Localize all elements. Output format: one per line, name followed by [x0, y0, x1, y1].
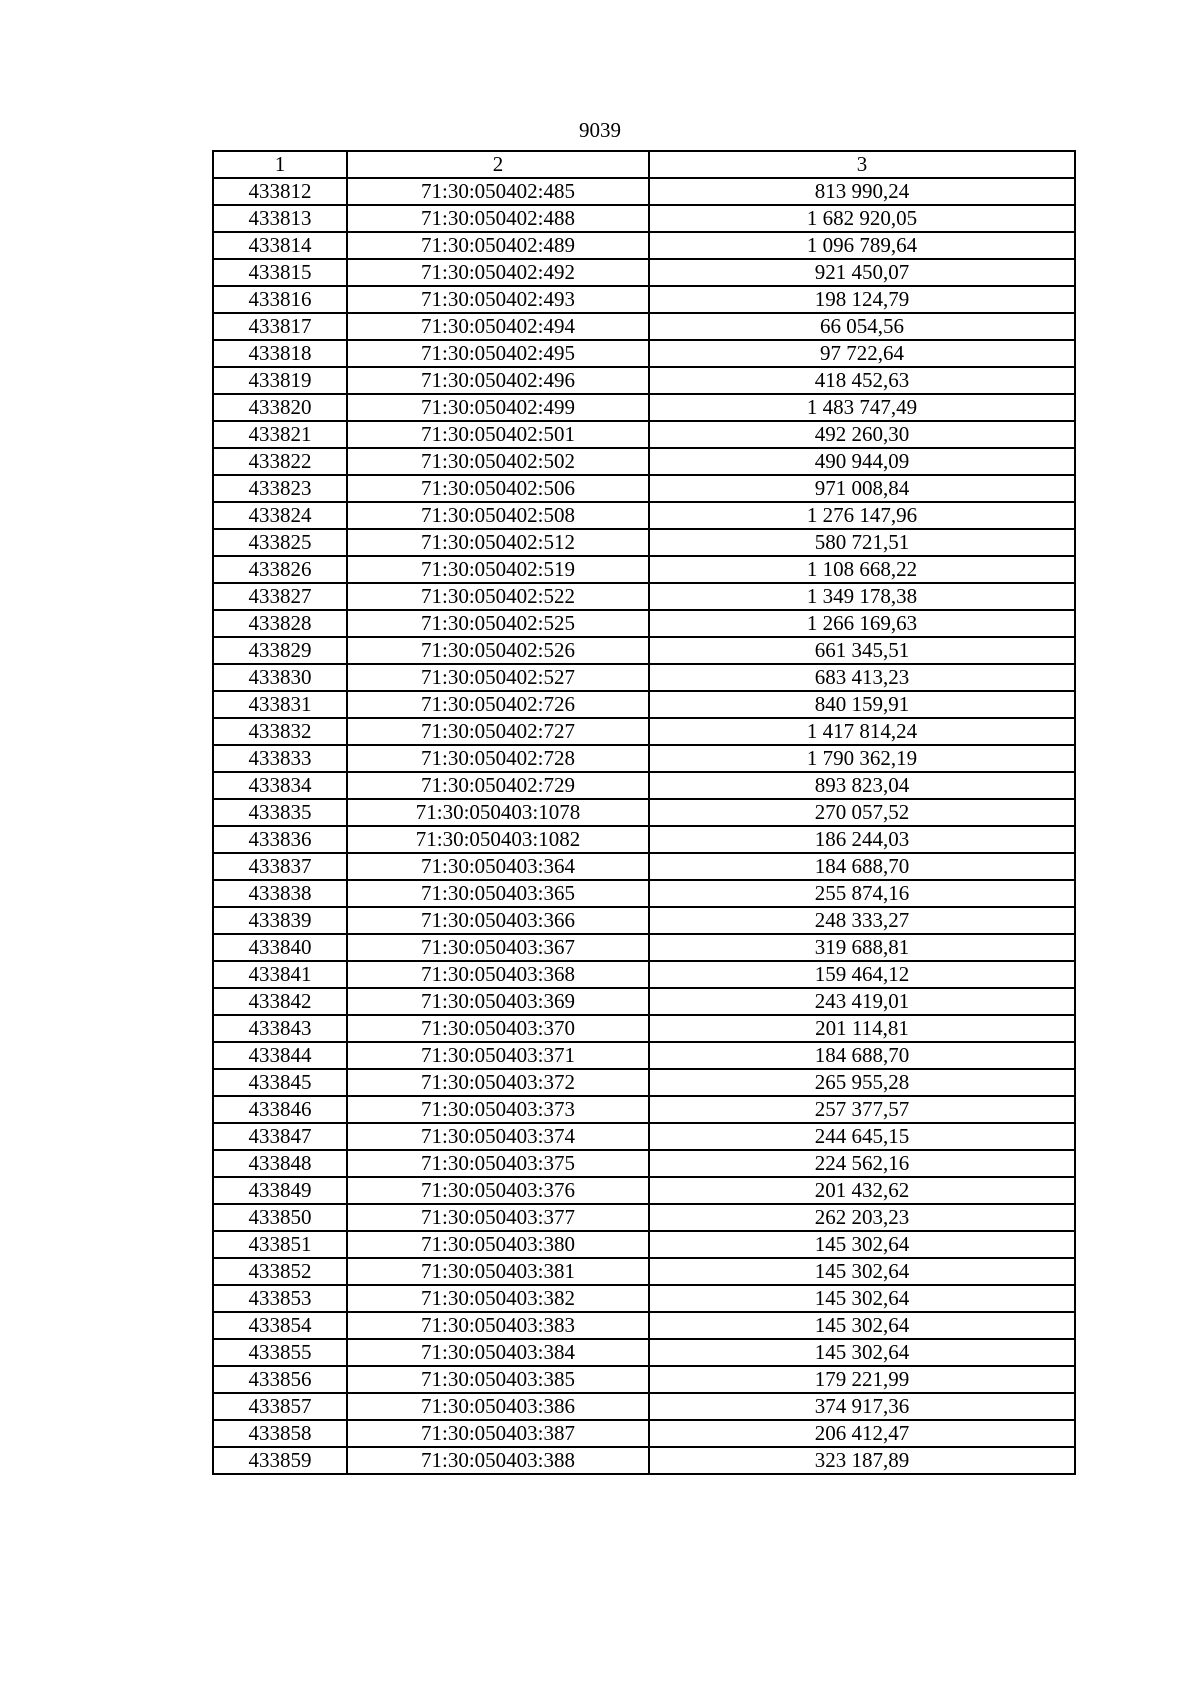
cell-cadastral-number: 71:30:050403:371 [347, 1042, 649, 1069]
table-row [213, 772, 1075, 799]
cell-value: 1 417 814,24 [649, 718, 1075, 745]
table-row [213, 610, 1075, 637]
cell-value: 186 244,03 [649, 826, 1075, 853]
cell-number: 433834 [213, 772, 347, 799]
header-cell-2: 2 [347, 151, 649, 178]
cell-cadastral-number: 71:30:050403:370 [347, 1015, 649, 1042]
table-row [213, 1069, 1075, 1096]
cell-number: 433840 [213, 934, 347, 961]
table-row [213, 502, 1075, 529]
cell-cadastral-number: 71:30:050403:385 [347, 1366, 649, 1393]
cell-number: 433843 [213, 1015, 347, 1042]
cell-number: 433813 [213, 205, 347, 232]
table-row [213, 826, 1075, 853]
cell-number: 433841 [213, 961, 347, 988]
table-row [213, 1096, 1075, 1123]
cell-cadastral-number: 71:30:050403:386 [347, 1393, 649, 1420]
cell-value: 323 187,89 [649, 1447, 1075, 1474]
cell-number: 433821 [213, 421, 347, 448]
table-row [213, 961, 1075, 988]
cell-number: 433816 [213, 286, 347, 313]
cell-value: 490 944,09 [649, 448, 1075, 475]
table-row [213, 1447, 1075, 1474]
cell-value: 921 450,07 [649, 259, 1075, 286]
cell-number: 433849 [213, 1177, 347, 1204]
table-row [213, 1177, 1075, 1204]
cell-number: 433853 [213, 1285, 347, 1312]
table-row [213, 637, 1075, 664]
cell-number: 433826 [213, 556, 347, 583]
table-row [213, 178, 1075, 205]
cell-number: 433812 [213, 178, 347, 205]
cell-value: 319 688,81 [649, 934, 1075, 961]
cell-value: 1 682 920,05 [649, 205, 1075, 232]
cell-cadastral-number: 71:30:050403:382 [347, 1285, 649, 1312]
cell-number: 433852 [213, 1258, 347, 1285]
cell-cadastral-number: 71:30:050402:485 [347, 178, 649, 205]
cell-value: 159 464,12 [649, 961, 1075, 988]
table-row [213, 1339, 1075, 1366]
header-cell-3: 3 [649, 151, 1075, 178]
cell-cadastral-number: 71:30:050403:366 [347, 907, 649, 934]
cell-cadastral-number: 71:30:050403:1078 [347, 799, 649, 826]
cell-cadastral-number: 71:30:050402:502 [347, 448, 649, 475]
cell-cadastral-number: 71:30:050403:364 [347, 853, 649, 880]
cell-value: 206 412,47 [649, 1420, 1075, 1447]
cell-number: 433832 [213, 718, 347, 745]
cell-value: 1 266 169,63 [649, 610, 1075, 637]
cell-value: 145 302,64 [649, 1339, 1075, 1366]
cell-number: 433838 [213, 880, 347, 907]
table-row [213, 988, 1075, 1015]
table-row [213, 907, 1075, 934]
cell-value: 255 874,16 [649, 880, 1075, 907]
cell-cadastral-number: 71:30:050403:381 [347, 1258, 649, 1285]
table-row [213, 1420, 1075, 1447]
cell-number: 433825 [213, 529, 347, 556]
cell-cadastral-number: 71:30:050402:499 [347, 394, 649, 421]
cell-value: 683 413,23 [649, 664, 1075, 691]
cell-number: 433858 [213, 1420, 347, 1447]
table-row [213, 664, 1075, 691]
table-row [213, 340, 1075, 367]
table-row [213, 1231, 1075, 1258]
cell-value: 145 302,64 [649, 1285, 1075, 1312]
cell-cadastral-number: 71:30:050403:367 [347, 934, 649, 961]
cell-value: 1 483 747,49 [649, 394, 1075, 421]
table-row [213, 475, 1075, 502]
table-row [213, 853, 1075, 880]
table-row [213, 1204, 1075, 1231]
cell-number: 433831 [213, 691, 347, 718]
cell-number: 433824 [213, 502, 347, 529]
cell-number: 433848 [213, 1150, 347, 1177]
cell-number: 433820 [213, 394, 347, 421]
cell-cadastral-number: 71:30:050403:368 [347, 961, 649, 988]
table-row [213, 394, 1075, 421]
table-row [213, 1042, 1075, 1069]
cell-value: 244 645,15 [649, 1123, 1075, 1150]
cell-value: 184 688,70 [649, 1042, 1075, 1069]
table-row [213, 232, 1075, 259]
page-number: 9039 [579, 118, 621, 142]
cell-value: 492 260,30 [649, 421, 1075, 448]
cell-cadastral-number: 71:30:050402:512 [347, 529, 649, 556]
cell-number: 433854 [213, 1312, 347, 1339]
cell-value: 184 688,70 [649, 853, 1075, 880]
cell-cadastral-number: 71:30:050402:489 [347, 232, 649, 259]
cell-cadastral-number: 71:30:050402:492 [347, 259, 649, 286]
cell-cadastral-number: 71:30:050402:726 [347, 691, 649, 718]
table-row [213, 421, 1075, 448]
cell-number: 433846 [213, 1096, 347, 1123]
cell-number: 433830 [213, 664, 347, 691]
cell-cadastral-number: 71:30:050402:728 [347, 745, 649, 772]
cell-value: 580 721,51 [649, 529, 1075, 556]
cell-value: 1 349 178,38 [649, 583, 1075, 610]
table-row [213, 286, 1075, 313]
cell-number: 433835 [213, 799, 347, 826]
cell-value: 418 452,63 [649, 367, 1075, 394]
cell-cadastral-number: 71:30:050403:383 [347, 1312, 649, 1339]
table-body [213, 151, 1075, 1474]
cell-cadastral-number: 71:30:050403:375 [347, 1150, 649, 1177]
cell-value: 1 276 147,96 [649, 502, 1075, 529]
cell-cadastral-number: 71:30:050402:519 [347, 556, 649, 583]
table-row [213, 880, 1075, 907]
cell-cadastral-number: 71:30:050403:374 [347, 1123, 649, 1150]
cell-number: 433818 [213, 340, 347, 367]
table-row [213, 313, 1075, 340]
cell-cadastral-number: 71:30:050403:373 [347, 1096, 649, 1123]
cell-cadastral-number: 71:30:050402:729 [347, 772, 649, 799]
cell-cadastral-number: 71:30:050403:1082 [347, 826, 649, 853]
table-row [213, 1123, 1075, 1150]
cell-number: 433859 [213, 1447, 347, 1474]
cell-cadastral-number: 71:30:050403:365 [347, 880, 649, 907]
cell-number: 433833 [213, 745, 347, 772]
cell-cadastral-number: 71:30:050402:493 [347, 286, 649, 313]
cell-value: 374 917,36 [649, 1393, 1075, 1420]
table-row [213, 1258, 1075, 1285]
cell-number: 433847 [213, 1123, 347, 1150]
cell-number: 433845 [213, 1069, 347, 1096]
table-row [213, 934, 1075, 961]
cell-value: 893 823,04 [649, 772, 1075, 799]
data-table [212, 150, 1076, 1475]
cell-value: 840 159,91 [649, 691, 1075, 718]
cell-cadastral-number: 71:30:050402:522 [347, 583, 649, 610]
table-row [213, 529, 1075, 556]
cell-cadastral-number: 71:30:050402:488 [347, 205, 649, 232]
table-row [213, 259, 1075, 286]
cell-value: 262 203,23 [649, 1204, 1075, 1231]
cell-value: 248 333,27 [649, 907, 1075, 934]
cell-cadastral-number: 71:30:050403:372 [347, 1069, 649, 1096]
cell-value: 1 096 789,64 [649, 232, 1075, 259]
table-row [213, 1150, 1075, 1177]
cell-number: 433819 [213, 367, 347, 394]
cell-value: 145 302,64 [649, 1258, 1075, 1285]
cell-value: 66 054,56 [649, 313, 1075, 340]
cell-number: 433815 [213, 259, 347, 286]
cell-number: 433851 [213, 1231, 347, 1258]
cell-number: 433822 [213, 448, 347, 475]
table-row [213, 799, 1075, 826]
header-cell-1: 1 [213, 151, 347, 178]
cell-cadastral-number: 71:30:050402:501 [347, 421, 649, 448]
cell-number: 433814 [213, 232, 347, 259]
cell-cadastral-number: 71:30:050402:494 [347, 313, 649, 340]
table-row [213, 367, 1075, 394]
table-row [213, 1366, 1075, 1393]
cell-value: 145 302,64 [649, 1231, 1075, 1258]
table-row [213, 556, 1075, 583]
cell-cadastral-number: 71:30:050403:384 [347, 1339, 649, 1366]
cell-number: 433828 [213, 610, 347, 637]
cell-value: 971 008,84 [649, 475, 1075, 502]
cell-number: 433856 [213, 1366, 347, 1393]
cell-number: 433839 [213, 907, 347, 934]
cell-cadastral-number: 71:30:050403:376 [347, 1177, 649, 1204]
cell-value: 661 345,51 [649, 637, 1075, 664]
cell-cadastral-number: 71:30:050403:387 [347, 1420, 649, 1447]
cell-cadastral-number: 71:30:050403:388 [347, 1447, 649, 1474]
cell-value: 198 124,79 [649, 286, 1075, 313]
cell-value: 224 562,16 [649, 1150, 1075, 1177]
cell-cadastral-number: 71:30:050402:525 [347, 610, 649, 637]
table-row [213, 718, 1075, 745]
cell-value: 179 221,99 [649, 1366, 1075, 1393]
cell-number: 433844 [213, 1042, 347, 1069]
cell-value: 1 108 668,22 [649, 556, 1075, 583]
cell-value: 265 955,28 [649, 1069, 1075, 1096]
cell-value: 257 377,57 [649, 1096, 1075, 1123]
cell-cadastral-number: 71:30:050402:495 [347, 340, 649, 367]
cell-cadastral-number: 71:30:050402:506 [347, 475, 649, 502]
cell-number: 433850 [213, 1204, 347, 1231]
cell-cadastral-number: 71:30:050403:377 [347, 1204, 649, 1231]
cell-number: 433855 [213, 1339, 347, 1366]
cell-value: 145 302,64 [649, 1312, 1075, 1339]
table-row [213, 205, 1075, 232]
table-row [213, 448, 1075, 475]
cell-value: 813 990,24 [649, 178, 1075, 205]
cell-number: 433837 [213, 853, 347, 880]
cell-number: 433817 [213, 313, 347, 340]
table-header-row [213, 151, 1075, 178]
cell-value: 97 722,64 [649, 340, 1075, 367]
cell-cadastral-number: 71:30:050402:727 [347, 718, 649, 745]
table-row [213, 583, 1075, 610]
cell-value: 243 419,01 [649, 988, 1075, 1015]
table-row [213, 1312, 1075, 1339]
cell-number: 433827 [213, 583, 347, 610]
cell-cadastral-number: 71:30:050403:380 [347, 1231, 649, 1258]
table-row [213, 691, 1075, 718]
cell-number: 433829 [213, 637, 347, 664]
cell-cadastral-number: 71:30:050402:527 [347, 664, 649, 691]
cell-cadastral-number: 71:30:050402:496 [347, 367, 649, 394]
cell-value: 201 114,81 [649, 1015, 1075, 1042]
cell-value: 270 057,52 [649, 799, 1075, 826]
cell-number: 433842 [213, 988, 347, 1015]
table-row [213, 1393, 1075, 1420]
cell-value: 201 432,62 [649, 1177, 1075, 1204]
table-row [213, 1015, 1075, 1042]
cell-number: 433836 [213, 826, 347, 853]
cell-number: 433823 [213, 475, 347, 502]
cell-value: 1 790 362,19 [649, 745, 1075, 772]
table-row [213, 745, 1075, 772]
cell-number: 433857 [213, 1393, 347, 1420]
cell-cadastral-number: 71:30:050403:369 [347, 988, 649, 1015]
cell-cadastral-number: 71:30:050402:508 [347, 502, 649, 529]
table-row [213, 1285, 1075, 1312]
cell-cadastral-number: 71:30:050402:526 [347, 637, 649, 664]
